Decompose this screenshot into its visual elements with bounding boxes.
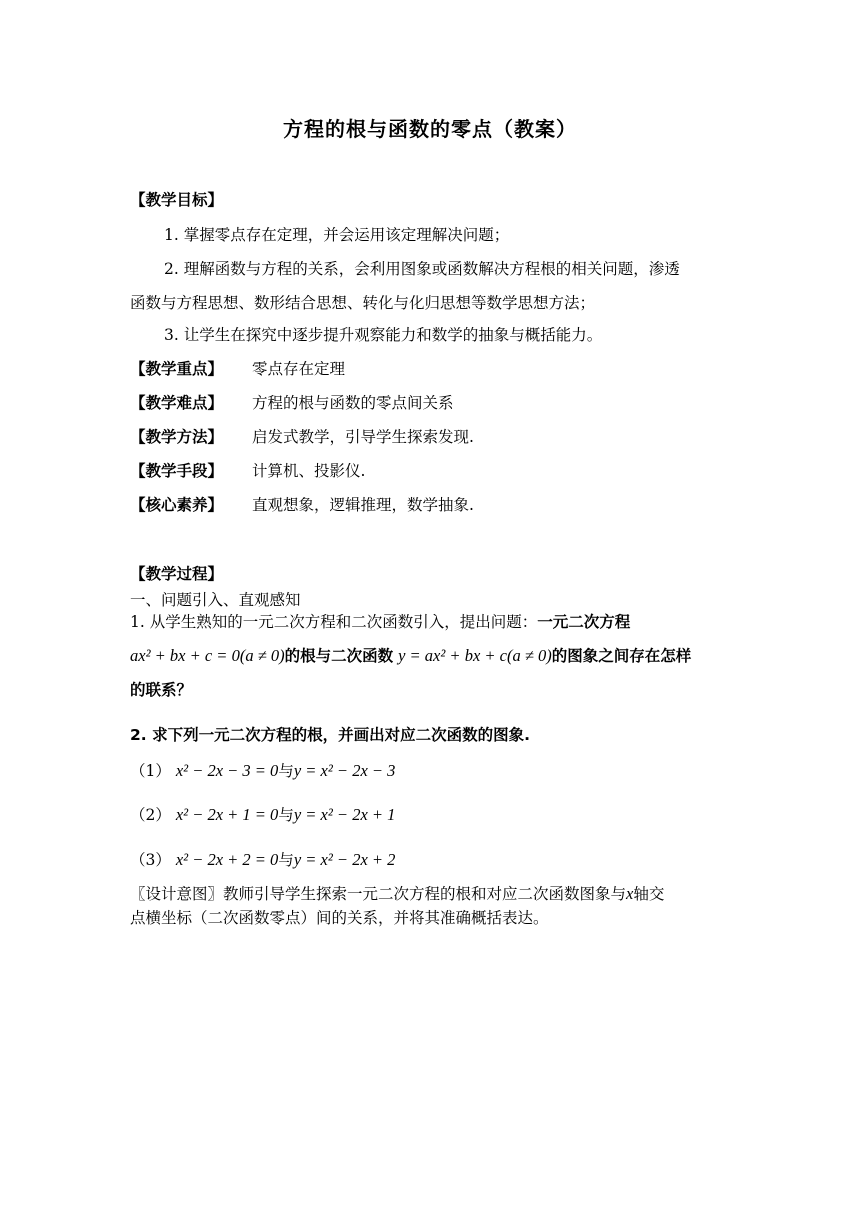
question-1-bold-tail: 的图象之间存在怎样 — [551, 647, 692, 665]
problem-number: （2） — [130, 806, 171, 824]
problem-3 — [130, 850, 395, 870]
document-title: 方程的根与函数的零点（教案） — [283, 117, 577, 141]
info-value: 启发式教学，引导学生探索发现. — [252, 428, 474, 446]
info-value: 计算机、投影仪. — [252, 462, 366, 480]
design-intent-text: 〖设计意图〗教师引导学生探索一元二次方程的根和对应二次函数图象与 — [130, 885, 627, 903]
problem-number: （1） — [130, 762, 171, 780]
design-intent-line-2: 点横坐标（二次函数零点）间的关系，并将其准确概括表达。 — [130, 909, 549, 927]
objective-item-2-cont: 函数与方程思想、数形结合思想、转化与化归思想等数学思想方法； — [130, 294, 596, 312]
question-2: 2. 求下列一元二次方程的根，并画出对应二次函数的图象. — [130, 726, 530, 744]
problem-1 — [130, 761, 395, 781]
section-heading: 一、问题引入、直观感知 — [130, 591, 301, 609]
problem-equation: x² − 2x + 2 = 0 — [175, 850, 279, 869]
problem-connector: 与 — [278, 851, 294, 869]
question-1-line-2 — [130, 646, 691, 666]
question-1-bold: 一元二次方程 — [537, 613, 631, 631]
problem-2 — [130, 805, 395, 825]
problem-function: y = x² − 2x + 2 — [293, 850, 396, 869]
objective-item-2: 2. 理解函数与方程的关系，会利用图象或函数解决方程根的相关问题，渗透 — [164, 260, 680, 278]
problem-number: （3） — [130, 851, 171, 869]
question-1-bold-mid: 的根与二次函数 — [284, 647, 394, 665]
problem-equation: x² − 2x − 3 = 0 — [175, 761, 279, 780]
question-1-line-1 — [130, 612, 630, 632]
problem-function: y = x² − 2x + 1 — [293, 805, 396, 824]
problem-equation: x² − 2x + 1 = 0 — [175, 805, 279, 824]
question-1-line-3: 的联系？ — [130, 681, 193, 699]
objective-item-1: 1. 掌握零点存在定理，并会运用该定理解决问题； — [164, 226, 510, 244]
info-label: 【核心素养】 — [130, 496, 224, 514]
info-label: 【教学手段】 — [130, 462, 224, 480]
problem-connector: 与 — [278, 762, 294, 780]
info-label: 【教学重点】 — [130, 360, 224, 378]
info-label: 【教学方法】 — [130, 428, 224, 446]
process-header: 【教学过程】 — [130, 565, 224, 583]
design-intent-text-tail: 轴交 — [633, 885, 665, 903]
info-value: 方程的根与函数的零点间关系 — [252, 394, 454, 412]
problem-function: y = x² − 2x − 3 — [293, 761, 396, 780]
objective-item-3: 3. 让学生在探究中逐步提升观察能力和数学的抽象与概括能力。 — [164, 326, 603, 344]
info-value: 零点存在定理 — [252, 360, 346, 378]
objectives-header: 【教学目标】 — [130, 191, 224, 209]
design-intent-variable: x — [626, 884, 634, 903]
design-intent-line-1 — [130, 884, 664, 904]
info-value: 直观想象，逻辑推理，数学抽象. — [252, 496, 474, 514]
equation-quadratic: ax² + bx + c = 0(a ≠ 0) — [130, 646, 285, 665]
question-1-text: 1. 从学生熟知的一元二次方程和二次函数引入，提出问题： — [130, 613, 538, 631]
problem-connector: 与 — [278, 806, 294, 824]
function-quadratic: y = ax² + bx + c(a ≠ 0) — [398, 646, 552, 665]
info-label: 【教学难点】 — [130, 394, 224, 412]
